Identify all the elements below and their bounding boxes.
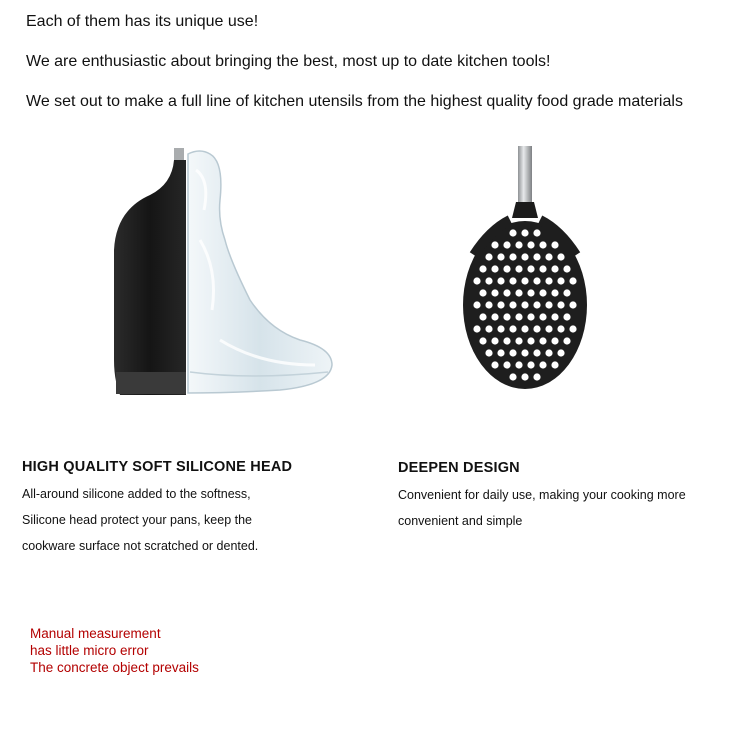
skimmer-hole xyxy=(563,313,570,320)
skimmer-hole xyxy=(533,325,540,332)
skimmer-hole xyxy=(527,265,534,272)
skimmer-hole xyxy=(533,253,540,260)
skimmer-hole xyxy=(491,265,498,272)
skimmer-hole xyxy=(533,277,540,284)
skimmer-hole xyxy=(509,349,516,356)
skimmer-hole xyxy=(539,265,546,272)
skimmer-hole xyxy=(539,337,546,344)
skimmer-hole xyxy=(509,277,516,284)
skimmer-hole xyxy=(569,325,576,332)
feature-line: Silicone head protect your pans, keep the xyxy=(22,513,253,527)
skimmer-hole xyxy=(545,325,552,332)
skimmer-hole xyxy=(515,361,522,368)
intro-line-3: We set out to make a full line of kitchen utensils from the highest quality food grade materials xyxy=(26,93,683,110)
measurement-note-line: has little micro error xyxy=(30,643,149,658)
skimmer-hole xyxy=(551,313,558,320)
skimmer-hole xyxy=(479,265,486,272)
skimmer-hole xyxy=(515,313,522,320)
skimmer-hole xyxy=(503,241,510,248)
skimmer-hole xyxy=(527,289,534,296)
skimmer-hole xyxy=(551,241,558,248)
measurement-note-line: The concrete object prevails xyxy=(30,660,199,675)
skimmer-hole xyxy=(503,265,510,272)
skimmer-hole xyxy=(497,253,504,260)
skimmer-hole xyxy=(527,361,534,368)
skimmer-hole xyxy=(533,301,540,308)
skimmer-hole xyxy=(557,253,564,260)
skimmer-hole xyxy=(527,337,534,344)
skimmer-hole xyxy=(533,229,540,236)
skimmer-hole xyxy=(545,301,552,308)
skimmer-hole xyxy=(485,253,492,260)
skimmer-hole xyxy=(551,289,558,296)
skimmer-hole xyxy=(509,253,516,260)
skimmer-hole xyxy=(569,277,576,284)
skimmer-hole xyxy=(527,313,534,320)
skimmer-hole xyxy=(491,313,498,320)
skimmer-hole xyxy=(485,349,492,356)
measurement-note-line: Manual measurement xyxy=(30,626,161,641)
skimmer-hole xyxy=(515,289,522,296)
skimmer-hole xyxy=(557,301,564,308)
skimmer-hole xyxy=(515,337,522,344)
skimmer-hole xyxy=(521,373,528,380)
skimmer-hole xyxy=(557,277,564,284)
feature-line: Convenient for daily use, making your cooking more xyxy=(398,488,686,502)
intro-line-1: Each of them has its unique use! xyxy=(26,13,259,30)
skimmer-hole xyxy=(497,325,504,332)
skimmer-hole xyxy=(539,361,546,368)
skimmer-hole xyxy=(491,361,498,368)
silicone-spatula-head-image xyxy=(100,140,340,405)
skimmer-hole xyxy=(503,313,510,320)
skimmer-hole xyxy=(473,325,480,332)
feature-title-silicone-head: HIGH QUALITY SOFT SILICONE HEAD xyxy=(22,459,293,475)
skimmer-hole xyxy=(515,241,522,248)
skimmer-hole xyxy=(521,253,528,260)
skimmer-hole xyxy=(491,289,498,296)
skimmer-hole xyxy=(533,373,540,380)
skimmer-hole xyxy=(491,337,498,344)
skimmer-hole xyxy=(503,289,510,296)
skimmer-hole xyxy=(473,301,480,308)
skimmer-hole xyxy=(473,277,480,284)
skimmer-hole xyxy=(551,337,558,344)
skimmer-hole xyxy=(533,349,540,356)
skimmer-hole xyxy=(479,313,486,320)
skimmer-hole xyxy=(503,337,510,344)
skimmer-hole xyxy=(521,349,528,356)
skimmer-hole xyxy=(521,277,528,284)
feature-line: cookware surface not scratched or dented. xyxy=(22,539,259,553)
skimmer-hole xyxy=(569,301,576,308)
skimmer-hole xyxy=(485,301,492,308)
skimmer-hole xyxy=(485,277,492,284)
skimmer-hole xyxy=(545,349,552,356)
skimmer-hole xyxy=(503,361,510,368)
skimmer-hole xyxy=(563,337,570,344)
skimmer-hole xyxy=(497,349,504,356)
skimmer-hole xyxy=(479,337,486,344)
skimmer-hole xyxy=(497,301,504,308)
skimmer-hole xyxy=(509,229,516,236)
feature-title-deepen-design: DEEPEN DESIGN xyxy=(398,460,520,476)
skimmer-hole xyxy=(551,265,558,272)
skimmer-hole xyxy=(509,301,516,308)
skimmer-hole xyxy=(521,229,528,236)
skimmer-hole xyxy=(545,277,552,284)
skimmer-hole xyxy=(557,349,564,356)
intro-line-2: We are enthusiastic about bringing the best, most up to date kitchen tools! xyxy=(26,53,551,70)
skimmer-hole xyxy=(539,313,546,320)
skimmer-hole xyxy=(539,241,546,248)
skimmer-hole xyxy=(485,325,492,332)
feature-line: All-around silicone added to the softness, xyxy=(22,487,251,501)
skimmer-hole xyxy=(509,325,516,332)
skimmer-hole xyxy=(551,361,558,368)
skimmer-hole xyxy=(545,253,552,260)
skimmer-hole xyxy=(479,289,486,296)
skimmer-hole xyxy=(509,373,516,380)
skimmer-hole xyxy=(521,325,528,332)
skimmer-hole xyxy=(563,289,570,296)
feature-line: convenient and simple xyxy=(398,514,523,528)
skimmer-hole xyxy=(539,289,546,296)
skimmer-hole xyxy=(563,265,570,272)
skimmer-hole xyxy=(557,325,564,332)
skimmer-hole xyxy=(497,277,504,284)
skimmer-hole xyxy=(491,241,498,248)
silicone-skimmer-image xyxy=(450,140,600,395)
skimmer-hole xyxy=(515,265,522,272)
skimmer-hole xyxy=(521,301,528,308)
skimmer-hole xyxy=(527,241,534,248)
